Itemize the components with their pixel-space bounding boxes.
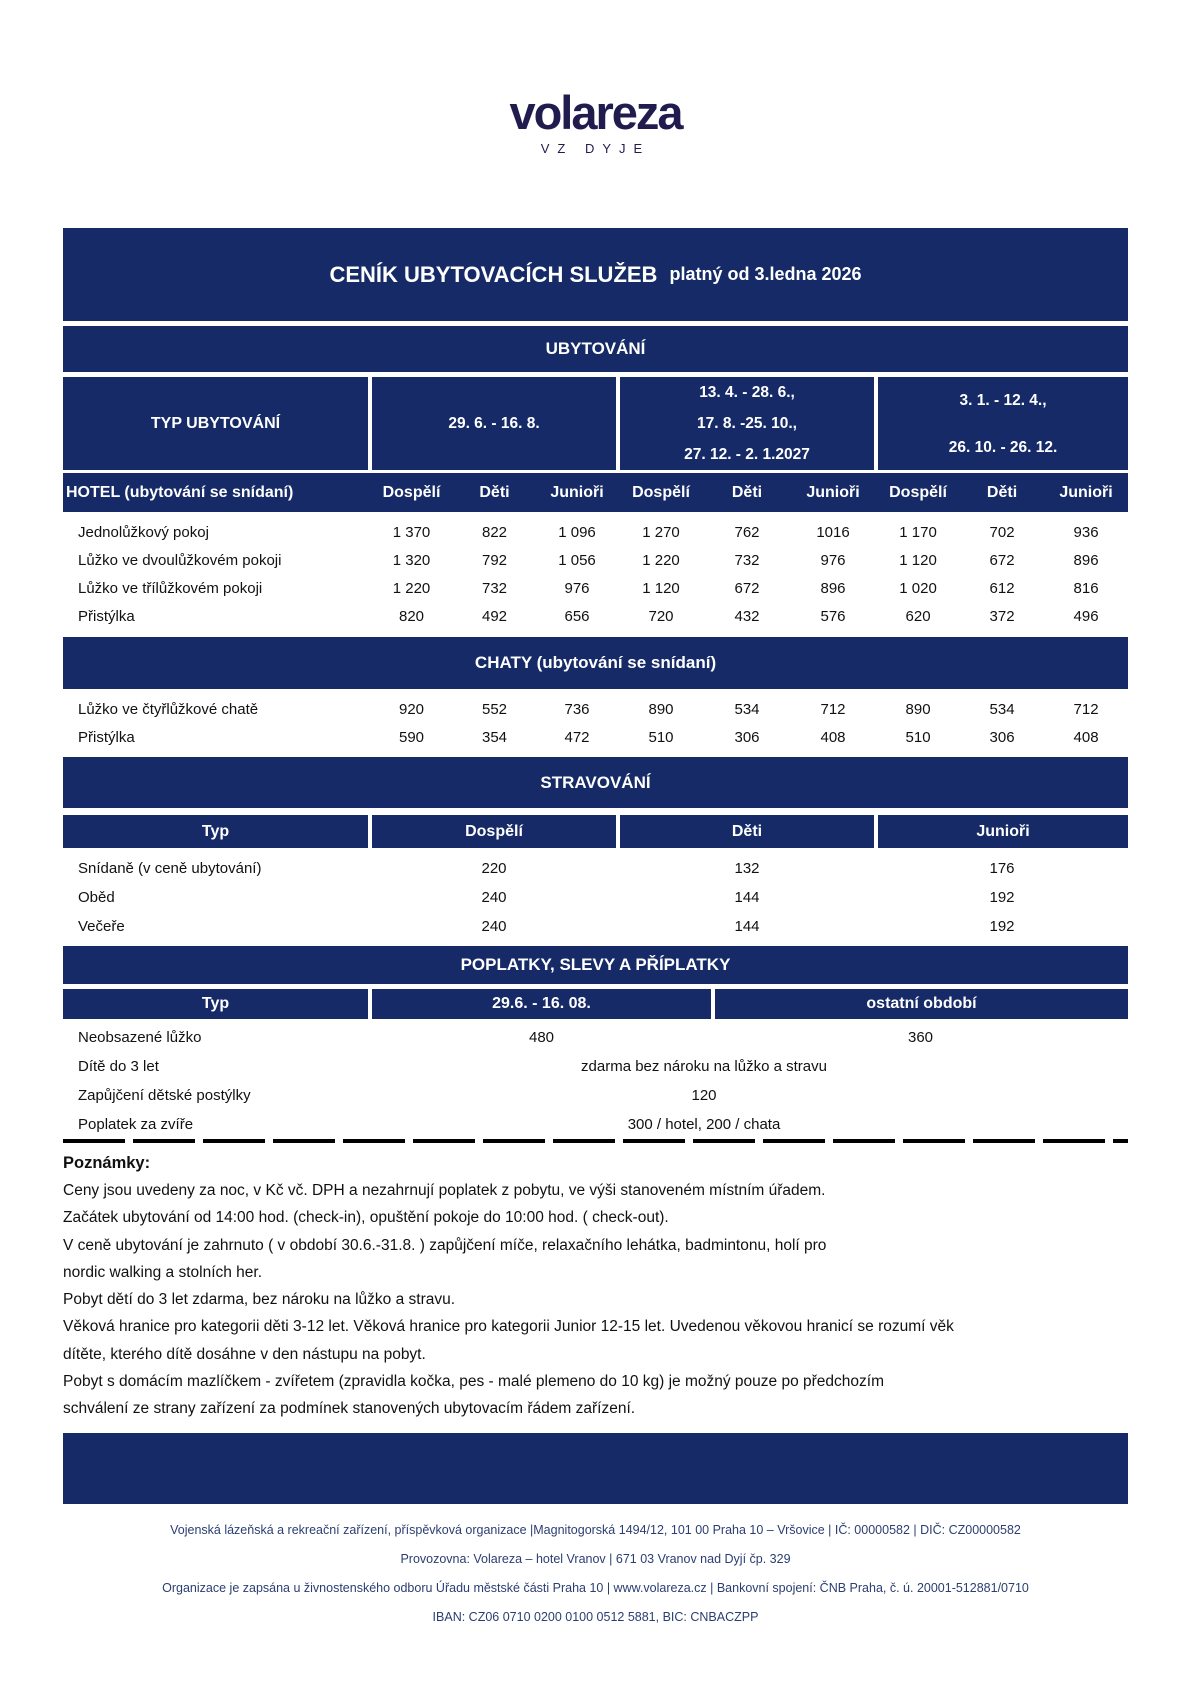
price-cell: 976 (564, 579, 590, 597)
note-line: Ceny jsou uvedeny za noc, v Kč vč. DPH a nezahrnují poplatek z pobytu, ve výši stanoveném místním úřadem. (63, 1182, 826, 1199)
price-cell: 1 170 (899, 523, 937, 541)
price-cell: 612 (989, 579, 1015, 597)
price-cell: 820 (398, 607, 425, 625)
price-cell: 1016 (816, 523, 850, 541)
footer-line-branch: Provozovna: Volareza – hotel Vranov | 671 03 Vranov nad Dyjí čp. 329 (400, 1551, 791, 1566)
price-cell: 372 (989, 607, 1015, 625)
fees-header-other-period: ostatní období (713, 989, 1128, 1019)
note-line: Pobyt dětí do 3 let zdarma, bez nároku na lůžko a stravu. (63, 1291, 456, 1309)
price-cell: 354 (481, 728, 508, 746)
age-header-juniors: Junioři (806, 483, 860, 501)
period-line: 17. 8. -25. 10., (697, 415, 797, 432)
age-header-children: Děti (479, 483, 510, 501)
price-cell: 920 (398, 700, 425, 718)
price-cell: 1 220 (642, 551, 680, 569)
price-cell: 890 (648, 700, 674, 718)
fee-row-child-under-3 (63, 1052, 1128, 1081)
note-line: Začátek ubytování od 14:00 hod. (check-in), opuštění pokoje do 10:00 hod. ( check-out). (63, 1209, 669, 1227)
period-cell-summer (370, 377, 618, 472)
room-type-label: Lůžko ve čtyřlůžkové chatě (78, 700, 259, 718)
price-cell: 1 020 (899, 579, 937, 597)
price-cell: 590 (398, 728, 425, 746)
room-type-label: Lůžko ve třílůžkovém pokoji (78, 579, 263, 597)
price-cell: 360 (907, 1029, 934, 1046)
fee-row-pet (63, 1110, 1128, 1139)
fees-header-type: Typ (63, 989, 370, 1019)
price-cell: 192 (989, 918, 1015, 935)
age-header-adults: Dospělí (382, 483, 441, 501)
price-cell: 816 (1073, 579, 1099, 597)
price-cell: 1 220 (392, 579, 431, 597)
period-line: 27. 12. - 2. 1.2027 (684, 446, 810, 463)
age-header-juniors: Junioři (1059, 483, 1113, 501)
price-cell: 432 (734, 607, 760, 625)
meal-row-breakfast (63, 848, 1128, 883)
document-title-validity: platný od 3.ledna 2026 (669, 264, 862, 284)
price-cell: 240 (481, 889, 507, 906)
chaty-row-bed (63, 689, 1128, 723)
footer-line-registration: Organizace je zapsána u živnostenského odboru Úřadu městské části Praha 10 | www.volareza.cz | Bankovní spojení: ČNB Praha, č. ú. 20001-512881/0710 (162, 1580, 1029, 1595)
hotel-row-triple (63, 574, 1128, 602)
fee-value: 120 (691, 1087, 717, 1104)
price-cell: 712 (1073, 700, 1099, 718)
price-cell: 496 (1073, 607, 1099, 625)
fee-label: Dítě do 3 let (78, 1058, 159, 1075)
logo-brand-text: volareza (509, 86, 682, 139)
note-line: dítěte, kterého dítě dosáhne v den nástupu na pobyt. (63, 1345, 426, 1363)
meals-header-row (63, 815, 1128, 848)
chaty-header-row (63, 634, 1128, 690)
price-cell: 408 (1073, 728, 1099, 746)
fee-label: Neobsazené lůžko (78, 1029, 202, 1046)
hotel-row-double (63, 546, 1128, 574)
section-header-fees: POPLATKY, SLEVY A PŘÍPLATKY (63, 946, 1128, 984)
footer-line-company: Vojenská lázeňská a rekreační zařízení, příspěvková organizace |Magnitogorská 1494/12, 101 00 Praha 10 – Vršovice | IČ: 00000582 | DIČ: CZ00000582 (170, 1522, 1021, 1537)
accommodation-table (63, 377, 1128, 751)
price-cell: 492 (481, 607, 508, 625)
price-cell: 822 (481, 523, 508, 541)
meal-label: Večeře (78, 918, 125, 935)
footer-accent-band (63, 1433, 1128, 1504)
price-cell: 890 (905, 700, 931, 718)
price-cell: 976 (820, 551, 846, 569)
price-cell: 510 (648, 728, 674, 746)
age-header-children: Děti (731, 483, 763, 501)
price-cell: 220 (481, 860, 507, 877)
meals-header-juniors: Junioři (876, 815, 1128, 848)
logo (0, 0, 1191, 156)
price-cell: 672 (989, 551, 1015, 569)
fee-row-unoccupied-bed (63, 1023, 1128, 1052)
hotel-section-label: HOTEL (ubytování se snídaní) (66, 483, 294, 501)
price-cell: 936 (1073, 523, 1099, 541)
price-cell: 712 (820, 700, 846, 718)
price-cell: 656 (564, 607, 590, 625)
hotel-header-row (63, 472, 1128, 513)
fee-value: 300 / hotel, 200 / chata (627, 1116, 781, 1133)
period-line: 26. 10. - 26. 12. (948, 438, 1058, 456)
price-cell: 1 120 (899, 551, 937, 569)
meal-label: Snídaně (v ceně ubytování) (78, 860, 262, 877)
price-cell: 192 (989, 889, 1015, 906)
note-line: V ceně ubytování je zahrnuto ( v období 30.6.-31.8. ) zapůjčení míče, relaxačního lehátka, badmintonu, holí pro (63, 1236, 827, 1254)
meal-label: Oběd (78, 889, 115, 906)
price-cell: 144 (734, 889, 760, 906)
document-body (63, 228, 1128, 1632)
document-title: CENÍK UBYTOVACÍCH SLUŽEB (329, 261, 658, 287)
price-cell: 552 (481, 700, 508, 718)
period-cell-low (876, 377, 1128, 472)
age-header-adults: Dospělí (632, 483, 690, 501)
room-type-label: Lůžko ve dvoulůžkovém pokoji (78, 551, 282, 569)
meals-table (63, 815, 1128, 941)
period-line: 13. 4. - 28. 6., (699, 384, 795, 401)
price-cell: 306 (734, 728, 760, 746)
period-header-row (63, 377, 1128, 472)
section-header-meals: STRAVOVÁNÍ (63, 757, 1128, 808)
meal-row-lunch (63, 883, 1128, 912)
price-cell: 1 270 (642, 523, 680, 541)
footer-line-iban: IBAN: CZ06 0710 0200 0100 0512 5881, BIC: CNBACZPP (432, 1609, 759, 1624)
fees-header-summer-period: 29.6. - 16. 08. (370, 989, 713, 1019)
note-line: schválení ze strany zařízení za podmínek stanovených ubytovacím řádem zařízení. (63, 1400, 636, 1418)
price-cell: 176 (989, 860, 1015, 877)
price-cell: 306 (989, 728, 1015, 746)
price-cell: 896 (820, 579, 846, 597)
price-cell: 408 (820, 728, 846, 746)
period-line: 3. 1. - 12. 4., (959, 391, 1047, 409)
hotel-row-extra-bed (63, 602, 1128, 634)
age-header-juniors: Junioři (550, 483, 604, 501)
price-cell: 896 (1073, 551, 1099, 569)
price-cell: 1 096 (558, 523, 596, 541)
type-column-header: TYP UBYTOVÁNÍ (63, 377, 370, 472)
price-cell: 472 (564, 728, 590, 746)
room-type-label: Přistýlka (78, 607, 135, 625)
note-line: nordic walking a stolních her. (63, 1263, 263, 1281)
price-cell: 620 (905, 607, 931, 625)
price-cell: 1 120 (642, 579, 680, 597)
title-banner (63, 228, 1128, 321)
section-header-chaty: CHATY (ubytování se snídaní) (63, 634, 1128, 690)
note-line: Pobyt s domácím mazlíčkem - zvířetem (zpravidla kočka, pes - malé plemeno do 10 kg) je možný pouze po předchozím (63, 1373, 884, 1391)
price-cell: 132 (734, 860, 760, 877)
fee-label: Poplatek za zvíře (78, 1116, 194, 1133)
fee-row-baby-cot (63, 1081, 1128, 1110)
fee-label: Zapůjčení dětské postýlky (78, 1087, 251, 1104)
fees-header-row (63, 989, 1128, 1019)
section-header-accommodation: UBYTOVÁNÍ (63, 326, 1128, 372)
price-cell: 1 056 (558, 551, 596, 569)
price-cell: 480 (528, 1029, 555, 1046)
price-cell: 510 (905, 728, 931, 746)
room-type-label: Jednolůžkový pokoj (78, 523, 209, 541)
room-type-label: Přistýlka (78, 728, 135, 746)
price-cell: 144 (734, 918, 760, 935)
notes-section (63, 1150, 1128, 1423)
price-cell: 534 (989, 700, 1015, 718)
price-cell: 1 320 (392, 551, 431, 569)
period-line: 29. 6. - 16. 8. (448, 415, 540, 432)
price-cell: 732 (481, 579, 508, 597)
age-header-children: Děti (986, 483, 1018, 501)
price-cell: 736 (564, 700, 590, 718)
period-cell-mid (618, 377, 876, 472)
fee-value: zdarma bez nároku na lůžko a stravu (581, 1058, 827, 1075)
price-cell: 1 370 (392, 523, 431, 541)
meals-header-children: Děti (618, 815, 876, 848)
age-header-adults: Dospělí (889, 483, 947, 501)
fees-table (63, 989, 1128, 1139)
footer (63, 1516, 1128, 1632)
price-cell: 762 (734, 523, 760, 541)
price-cell: 240 (481, 918, 507, 935)
price-cell: 792 (481, 551, 508, 569)
note-line: Věková hranice pro kategorii děti 3-12 let. Věková hranice pro kategorii Junior 12-15 let. Uvedenou věkovou hranicí se rozumí věk (63, 1318, 954, 1336)
chaty-row-extra-bed (63, 723, 1128, 751)
price-cell: 720 (648, 607, 674, 625)
meal-row-dinner (63, 912, 1128, 941)
price-cell: 576 (820, 607, 846, 625)
meals-header-type: Typ (63, 815, 370, 848)
price-cell: 672 (734, 579, 760, 597)
table-bottom-rule (63, 1139, 1128, 1143)
hotel-row-single (63, 512, 1128, 546)
price-cell: 732 (734, 551, 760, 569)
price-cell: 702 (989, 523, 1015, 541)
logo-subtitle: VZ DYJE (540, 141, 651, 156)
meals-header-adults: Dospělí (370, 815, 618, 848)
notes-heading: Poznámky: (63, 1154, 151, 1172)
price-cell: 534 (734, 700, 760, 718)
